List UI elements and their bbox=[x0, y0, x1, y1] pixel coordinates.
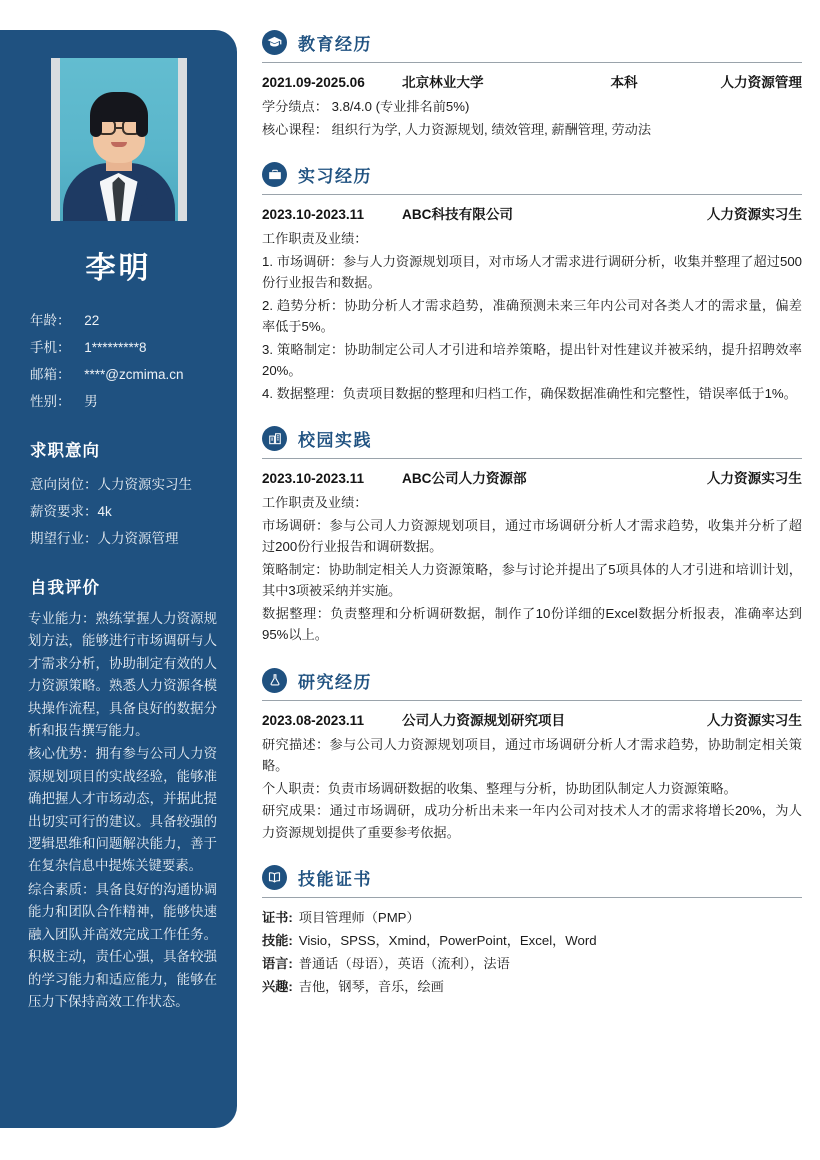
section-title: 研究经历 bbox=[298, 672, 372, 692]
research-project: 公司人力资源规划研究项目 bbox=[402, 712, 566, 728]
self-eval-paragraph: 综合素质：具备良好的沟通协调能力和团队合作精神，能够快速融入团队并高效完成工作任务。积极主动，责任心强，具备较强的学习能力和适应能力，能够在压力下保持高效工作状态。 bbox=[28, 881, 217, 1009]
education-date: 2021.09-2025.06 bbox=[262, 75, 365, 90]
info-label-gender: 性别： bbox=[30, 394, 71, 409]
research-entry-row bbox=[262, 709, 802, 729]
education-school: 北京林业大学 bbox=[402, 75, 484, 90]
skills-row-certificate bbox=[262, 906, 802, 929]
info-label-age: 年龄： bbox=[30, 313, 71, 328]
research-detail: 个人职责：负责市场调研数据的收集、整理与分析，协助团队制定人力资源策略。 bbox=[262, 780, 737, 796]
internship-date: 2023.10-2023.11 bbox=[262, 207, 365, 222]
main-content bbox=[262, 0, 802, 1002]
self-eval-paragraph: 核心优势：拥有参与公司人力资源规划项目的实战经验，能够准确把握人才市场动态，并据此提出切实可行的建议。具备较强的逻辑思维和问题解决能力，善于在复杂信息中提炼关键要素。 bbox=[28, 746, 217, 874]
info-value-gender: 男 bbox=[84, 394, 98, 409]
section-divider bbox=[262, 62, 802, 63]
campus-detail: 市场调研：参与公司人力资源规划项目，通过市场调研分析人才需求趋势，收集并分析了超过200份行业报告和调研数据。 bbox=[262, 517, 802, 554]
skills-value: 普通话（母语），英语（流利），法语 bbox=[298, 956, 510, 971]
section-divider bbox=[262, 194, 802, 195]
info-value-email: ****@zcmima.cn bbox=[84, 367, 184, 382]
internship-detail: 2. 趋势分析：协助分析人才需求趋势，准确预测未来三年内公司对各类人才的需求量，偏差率低于5%。 bbox=[262, 297, 802, 334]
campus-detail: 策略制定：协助制定相关人力资源策略，参与讨论并提出了5项具体的人才引进和培训计划，其中3项被采纳并实施。 bbox=[262, 561, 802, 598]
education-major: 人力资源管理 bbox=[720, 75, 802, 90]
internship-entry-row bbox=[262, 203, 802, 223]
section-divider bbox=[262, 458, 802, 459]
section-header bbox=[262, 30, 802, 55]
info-label-email: 邮箱： bbox=[30, 367, 71, 382]
section-research bbox=[262, 668, 802, 844]
section-header bbox=[262, 162, 802, 187]
candidate-name: 李明 bbox=[85, 252, 152, 285]
campus-date: 2023.10-2023.11 bbox=[262, 471, 365, 486]
internship-company: ABC科技有限公司 bbox=[402, 207, 514, 222]
education-degree: 本科 bbox=[610, 75, 638, 90]
open-book-icon bbox=[262, 865, 287, 890]
section-divider bbox=[262, 700, 802, 701]
campus-role: 人力资源实习生 bbox=[706, 471, 802, 486]
skills-value: Visio，SPSS，Xmind，PowerPoint，Excel，Word bbox=[298, 933, 597, 948]
info-row-gender bbox=[18, 388, 219, 415]
campus-entry-row bbox=[262, 467, 802, 487]
internship-role: 人力资源实习生 bbox=[706, 207, 802, 222]
internship-detail: 工作职责及业绩： bbox=[262, 231, 368, 246]
portrait-photo bbox=[60, 58, 178, 221]
skills-value: 项目管理师（PMP） bbox=[298, 910, 420, 925]
section-campus-practice bbox=[262, 426, 802, 646]
research-date: 2023.08-2023.11 bbox=[262, 712, 365, 728]
briefcase-icon bbox=[262, 162, 287, 187]
avatar bbox=[51, 58, 187, 221]
job-intent-industry: 期望行业：人力资源管理 bbox=[30, 531, 179, 546]
job-intent-salary: 薪资要求：4k bbox=[30, 504, 112, 519]
info-row-phone bbox=[18, 334, 219, 361]
info-value-age: 22 bbox=[84, 313, 100, 328]
flask-icon bbox=[262, 668, 287, 693]
skills-value: 吉他，钢琴，音乐，绘画 bbox=[298, 979, 444, 994]
graduation-cap-icon bbox=[262, 30, 287, 55]
section-skills-certificates bbox=[262, 865, 802, 998]
education-gpa: 学分绩点： 3.8/4.0 (专业排名前5%) bbox=[262, 99, 470, 114]
building-icon bbox=[262, 426, 287, 451]
info-value-phone: 1*********8 bbox=[84, 340, 147, 355]
internship-detail: 4. 数据整理：负责项目数据的整理和归档工作，确保数据准确性和完整性，错误率低于1%。 bbox=[262, 385, 797, 401]
job-intent-position: 意向岗位：人力资源实习生 bbox=[30, 477, 192, 492]
sidebar-heading-self-evaluation: 自我评价 bbox=[30, 579, 100, 597]
education-courses: 核心课程： 组织行为学, 人力资源规划, 绩效管理, 薪酬管理, 劳动法 bbox=[262, 121, 652, 137]
info-row-age bbox=[18, 307, 219, 334]
section-header bbox=[262, 865, 802, 890]
section-header bbox=[262, 426, 802, 451]
campus-detail: 工作职责及业绩： bbox=[262, 495, 368, 510]
section-header bbox=[262, 668, 802, 693]
section-divider bbox=[262, 897, 802, 898]
section-education bbox=[262, 30, 802, 140]
info-row-email bbox=[18, 361, 219, 388]
campus-org: ABC公司人力资源部 bbox=[402, 471, 527, 486]
skills-row-skills bbox=[262, 929, 802, 952]
research-role: 人力资源实习生 bbox=[706, 712, 802, 728]
skills-label: 技能: bbox=[262, 933, 293, 948]
sidebar-heading-job-intent: 求职意向 bbox=[30, 442, 100, 460]
sidebar bbox=[0, 30, 237, 1128]
section-title: 技能证书 bbox=[298, 870, 372, 889]
info-label-phone: 手机： bbox=[30, 340, 71, 355]
skills-row-interests bbox=[262, 975, 802, 998]
campus-detail: 数据整理：负责整理和分析调研数据，制作了10份详细的Excel数据分析报表，准确率达到95%以上。 bbox=[262, 605, 802, 642]
skills-row-languages bbox=[262, 952, 802, 975]
skills-label: 证书: bbox=[262, 910, 293, 925]
research-detail: 研究成果：通过市场调研，成功分析出未来一年内公司对技术人才的需求将增长20%，为人力资源规划提供了重要参考依据。 bbox=[262, 803, 802, 840]
research-detail: 研究描述：参与公司人力资源规划项目，通过市场调研分析人才需求趋势，协助制定相关策略。 bbox=[262, 736, 802, 773]
skills-label: 语言: bbox=[262, 956, 293, 971]
section-title: 校园实践 bbox=[298, 431, 372, 450]
skills-label: 兴趣: bbox=[262, 979, 293, 994]
section-internship bbox=[262, 162, 802, 404]
self-eval-paragraph: 专业能力：熟练掌握人力资源规划方法，能够进行市场调研与人才需求分析，协助制定有效的人力资源策略。熟悉人力资源各模块操作流程，具备良好的数据分析和报告撰写能力。 bbox=[28, 611, 217, 739]
education-entry-row bbox=[262, 71, 802, 91]
section-title: 实习经历 bbox=[298, 167, 372, 186]
section-title: 教育经历 bbox=[298, 35, 372, 54]
internship-detail: 1. 市场调研：参与人力资源规划项目，对市场人才需求进行调研分析，收集并整理了超过500份行业报告和数据。 bbox=[262, 253, 802, 290]
internship-detail: 3. 策略制定：协助制定公司人才引进和培养策略，提出针对性建议并被采纳，提升招聘效率20%。 bbox=[262, 341, 802, 378]
